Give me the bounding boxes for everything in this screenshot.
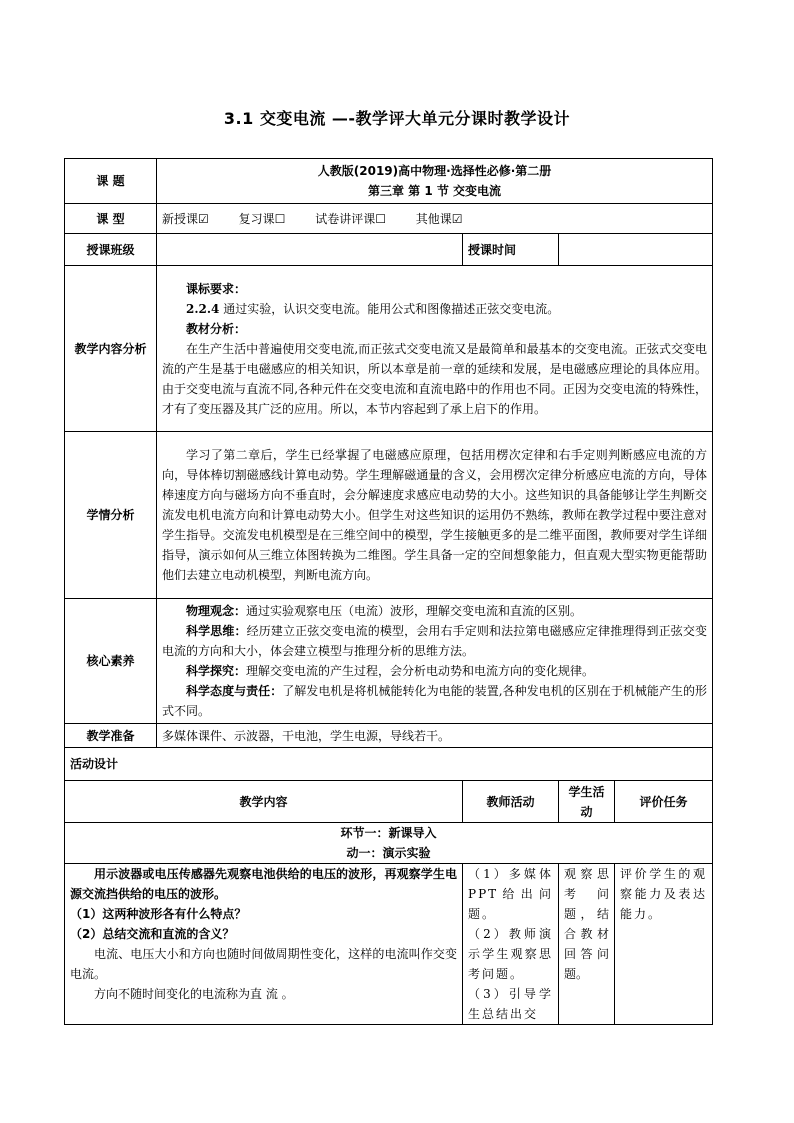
type-label: 课 型 xyxy=(65,204,157,234)
course-row xyxy=(65,159,713,204)
standard-body: 通过实验，认识交变电流。能用公式和图像描述正弦交变电流。 xyxy=(219,301,560,316)
course-value xyxy=(157,159,713,204)
core-item-inquiry: 科学探究：理解交变电流的产生过程，会分析电动势和电流方向的变化规律。 xyxy=(186,664,595,678)
lesson-question-2: （2）总结交流和直流的含义？ xyxy=(70,927,235,941)
time-label: 授课时间 xyxy=(463,234,559,266)
teacher-activity-1: （1）多媒体PPT给出问题。 xyxy=(468,867,553,921)
standard-text xyxy=(162,299,707,319)
course-label: 课 题 xyxy=(65,159,157,204)
lesson-plan-table xyxy=(64,158,713,1025)
material-heading: 教材分析： xyxy=(186,321,247,336)
material-text: 在生产生活中普遍使用交变电流,而正弦式交变电流又是最简单和最基本的交变电流。正弦式交变电流的产生是基于电磁感应的相关知识，所以本章是前一章的延续和发展，是电磁感应理论的具体应用。由于交变电流与直流不同,各种元件在交变电流和直流电路中的作用也不同。正因为交变电流的特殊性，才有了变压器及其广泛的应用。所以，本节内容起到了承上启下的作用。 xyxy=(162,341,708,416)
type-option-new: 新授课☑ xyxy=(162,211,209,226)
class-row xyxy=(65,234,713,266)
activity-row xyxy=(65,748,713,781)
time-value xyxy=(559,234,713,266)
class-value xyxy=(157,234,463,266)
teacher-activity-2: （2）教师演示学生观察思考问题。 xyxy=(468,927,553,981)
student-row xyxy=(65,432,713,599)
page-title: 3.1 交变电流 —-教学评大单元分课时教学设计 xyxy=(223,109,571,128)
section-cell xyxy=(65,823,713,864)
lesson-definition-ac: 电流、电压大小和方向也随时间做周期性变化，这样的电流叫作交变电流。 xyxy=(70,947,457,981)
prep-text: 多媒体课件、示波器，干电池，学生电源，导线若干。 xyxy=(157,724,713,748)
student-text: 学习了第二章后，学生已经掌握了电磁感应原理，包括用楞次定律和右手定则判断感应电流的方向，导体棒切割磁感线计算电动势。学生理解磁通量的含义，会用楞次定律分析感应电流的方向，导体棒速度方向与磁场方向不垂直时，会分解速度求感应电动势的大小。这些知识的具备能够让学生判断交流发电机电流方向和计算电动势大小。但学生对这些知识的运用仍不熟练，教师在教学过程中要注意对学生指导。交流发电机模型是在三维空间中的模型，学生接触更多的是二维平面图，教师要对学生详细指导，演示如何从三维立体图转换为二维图。学生具备一定的空间想象能力，但直观大型实物更能帮助他们去建立电动机模型，判断电流方向。 xyxy=(157,432,713,599)
prep-label: 教学准备 xyxy=(65,724,157,748)
core-label: 核心素养 xyxy=(65,599,157,724)
type-row xyxy=(65,204,713,234)
header-eval: 评价任务 xyxy=(615,781,713,823)
header-content: 教学内容 xyxy=(65,781,463,823)
course-book: 人教版(2019)高中物理·选择性必修·第二册 xyxy=(317,164,552,178)
lesson-content xyxy=(65,864,463,1025)
evaluation-task: 评价学生的观察能力及表达能力。 xyxy=(615,864,713,1025)
section-row xyxy=(65,823,713,864)
lesson-question-1: （1）这两种波形各有什么特点？ xyxy=(70,907,247,921)
teacher-activity-3: （3）引导学生总结出交 xyxy=(468,987,553,1021)
section-subtitle: 动一：演示实验 xyxy=(346,846,431,860)
content-label: 教学内容分析 xyxy=(65,266,157,432)
section-title: 环节一：新课导入 xyxy=(340,826,437,840)
type-option-exam: 试卷讲评课☐ xyxy=(315,211,386,226)
student-activity: 观察思考问题，结合教材回答问题。 xyxy=(559,864,615,1025)
course-chapter: 第三章 第 1 节 交变电流 xyxy=(367,184,502,198)
activity-label: 活动设计 xyxy=(65,748,713,781)
core-row xyxy=(65,599,713,724)
type-option-other: 其他课☑ xyxy=(415,211,463,226)
core-item-thinking: 科学思维：经历建立正弦交变电流的模型，会用右手定则和法拉第电磁感应定律推理得到正弦交变电流的方向和大小，体会建立模型与推理分析的思维方法。 xyxy=(162,624,708,658)
student-label: 学情分析 xyxy=(65,432,157,599)
core-cell xyxy=(157,599,713,724)
standard-number: 2.2.4 xyxy=(186,301,220,316)
lesson-intro: 用示波器或电压传感器先观察电池供给的电压的波形，再观察学生电源交流挡供给的电压的波形。 xyxy=(70,867,457,901)
core-item-concept: 物理观念：通过实验观察电压（电流）波形，理解交变电流和直流的区别。 xyxy=(186,604,583,618)
lesson-definition-dc: 方向不随时间变化的电流称为直 流 。 xyxy=(94,987,294,1001)
header-row xyxy=(65,781,713,823)
content-cell xyxy=(157,266,713,432)
header-student: 学生活动 xyxy=(559,781,615,823)
content-row xyxy=(65,266,713,432)
type-options xyxy=(157,204,713,234)
standard-heading: 课标要求： xyxy=(186,281,247,296)
prep-row xyxy=(65,724,713,748)
class-label: 授课班级 xyxy=(65,234,157,266)
teacher-activity xyxy=(463,864,559,1025)
lesson-row xyxy=(65,864,713,1025)
type-option-review: 复习课☐ xyxy=(238,211,286,226)
header-teacher: 教师活动 xyxy=(463,781,559,823)
core-item-attitude: 科学态度与责任：了解发电机是将机械能转化为电能的装置,各种发电机的区别在于机械能产生的形式不同。 xyxy=(162,684,708,718)
